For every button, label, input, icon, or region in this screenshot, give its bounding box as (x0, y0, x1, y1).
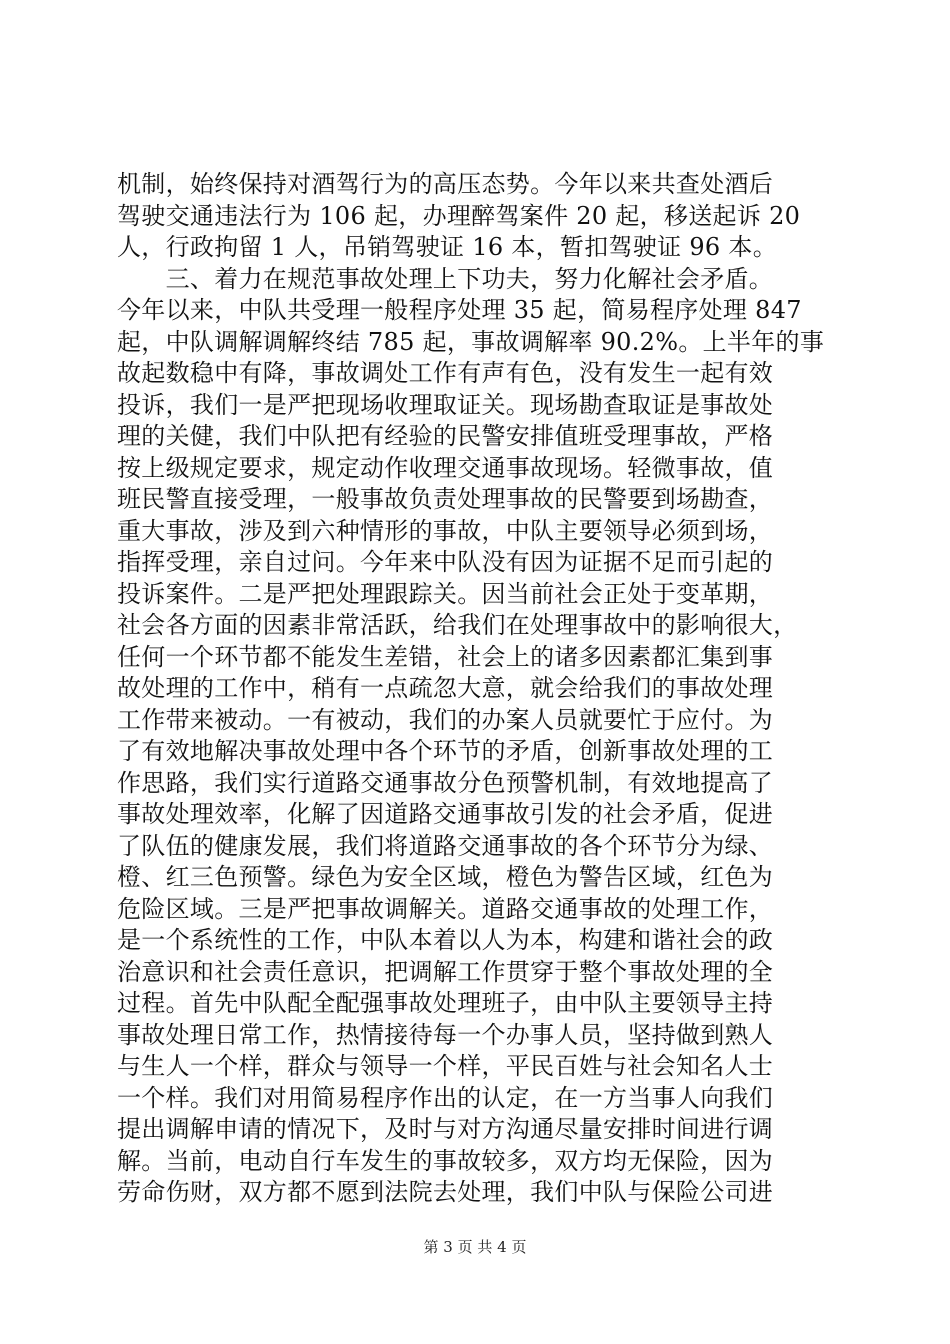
text-line: 解。当前，电动自行车发生的事故较多，双方均无保险，因为 (117, 1146, 774, 1175)
text-line: 三、着力在规范事故处理上下功夫，努力化解社会矛盾。 (117, 264, 774, 293)
text-line: 劳命伤财，双方都不愿到法院去处理，我们中队与保险公司进 (117, 1178, 774, 1206)
text-line: 了队伍的健康发展，我们将道路交通事故的各个环节分为绿、 (117, 831, 774, 860)
text-line: 驾驶交通违法行为 106 起，办理醉驾案件 20 起，移送起诉 20 (117, 201, 801, 230)
text-line: 理的关健，我们中队把有经验的民警安排值班受理事故，严格 (117, 422, 774, 450)
text-line: 投诉案件。二是严把处理跟踪关。因当前社会正处于变革期， (117, 579, 774, 608)
text-line: 橙、红三色预警。绿色为安全区域，橙色为警告区域，红色为 (117, 863, 774, 891)
text-line: 提出调解申请的情况下，及时与对方沟通尽量安排时间进行调 (117, 1115, 774, 1143)
text-line: 事故处理日常工作，热情接待每一个办事人员，坚持做到熟人 (117, 1020, 774, 1049)
text-line: 是一个系统性的工作，中队本着以人为本，构建和谐社会的政 (117, 926, 774, 954)
text-line: 指挥受理，亲自过问。今年来中队没有因为证据不足而引起的 (117, 548, 774, 576)
text-line: 事故处理效率，化解了因道路交通事故引发的社会矛盾，促进 (117, 800, 774, 828)
text-line: 投诉，我们一是严把现场收理取证关。现场勘查取证是事故处 (117, 390, 774, 419)
text-line: 班民警直接受理，一般事故负责处理事故的民警要到场勘查， (117, 485, 774, 513)
text-line: 危险区域。三是严把事故调解关。道路交通事故的处理工作， (117, 894, 774, 923)
page-footer: 第 3 页 共 4 页 (423, 1238, 527, 1256)
text-line: 过程。首先中队配全配强事故处理班子，由中队主要领导主持 (117, 989, 774, 1017)
text-line: 治意识和社会责任意识，把调解工作贯穿于整个事故处理的全 (117, 957, 774, 986)
text-line: 社会各方面的因素非常活跃，给我们在处理事故中的影响很大， (117, 611, 798, 639)
text-line: 起，中队调解调解终结 785 起，事故调解率 90.2%。上半年的事 (117, 327, 825, 356)
text-line: 任何一个环节都不能发生差错，社会上的诸多因素都汇集到事 (117, 642, 774, 671)
text-line: 了有效地解决事故处理中各个环节的矛盾，创新事故处理的工 (117, 737, 774, 765)
text-line: 与生人一个样，群众与领导一个样，平民百姓与社会知名人士 (117, 1052, 774, 1080)
text-line: 机制，始终保持对酒驾行为的高压态势。今年以来共查处酒后 (117, 170, 774, 198)
text-line: 一个样。我们对用简易程序作出的认定，在一方当事人向我们 (117, 1083, 774, 1112)
text-line: 作思路，我们实行道路交通事故分色预警机制，有效地提高了 (117, 768, 774, 797)
text-line: 按上级规定要求，规定动作收理交通事故现场。轻微事故，值 (117, 453, 774, 482)
text-line: 故起数稳中有降，事故调处工作有声有色，没有发生一起有效 (117, 359, 774, 387)
text-line: 故处理的工作中，稍有一点疏忽大意，就会给我们的事故处理 (117, 674, 774, 702)
text-line: 工作带来被动。一有被动，我们的办案人员就要忙于应付。为 (117, 705, 774, 734)
text-line: 今年以来，中队共受理一般程序处理 35 起，简易程序处理 847 (117, 296, 802, 324)
text-line: 人，行政拘留 1 人，吊销驾驶证 16 本，暂扣驾驶证 96 本。 (117, 233, 778, 261)
text-line: 重大事故，涉及到六种情形的事故，中队主要领导必须到场， (117, 516, 774, 545)
body-text (117, 169, 837, 1209)
